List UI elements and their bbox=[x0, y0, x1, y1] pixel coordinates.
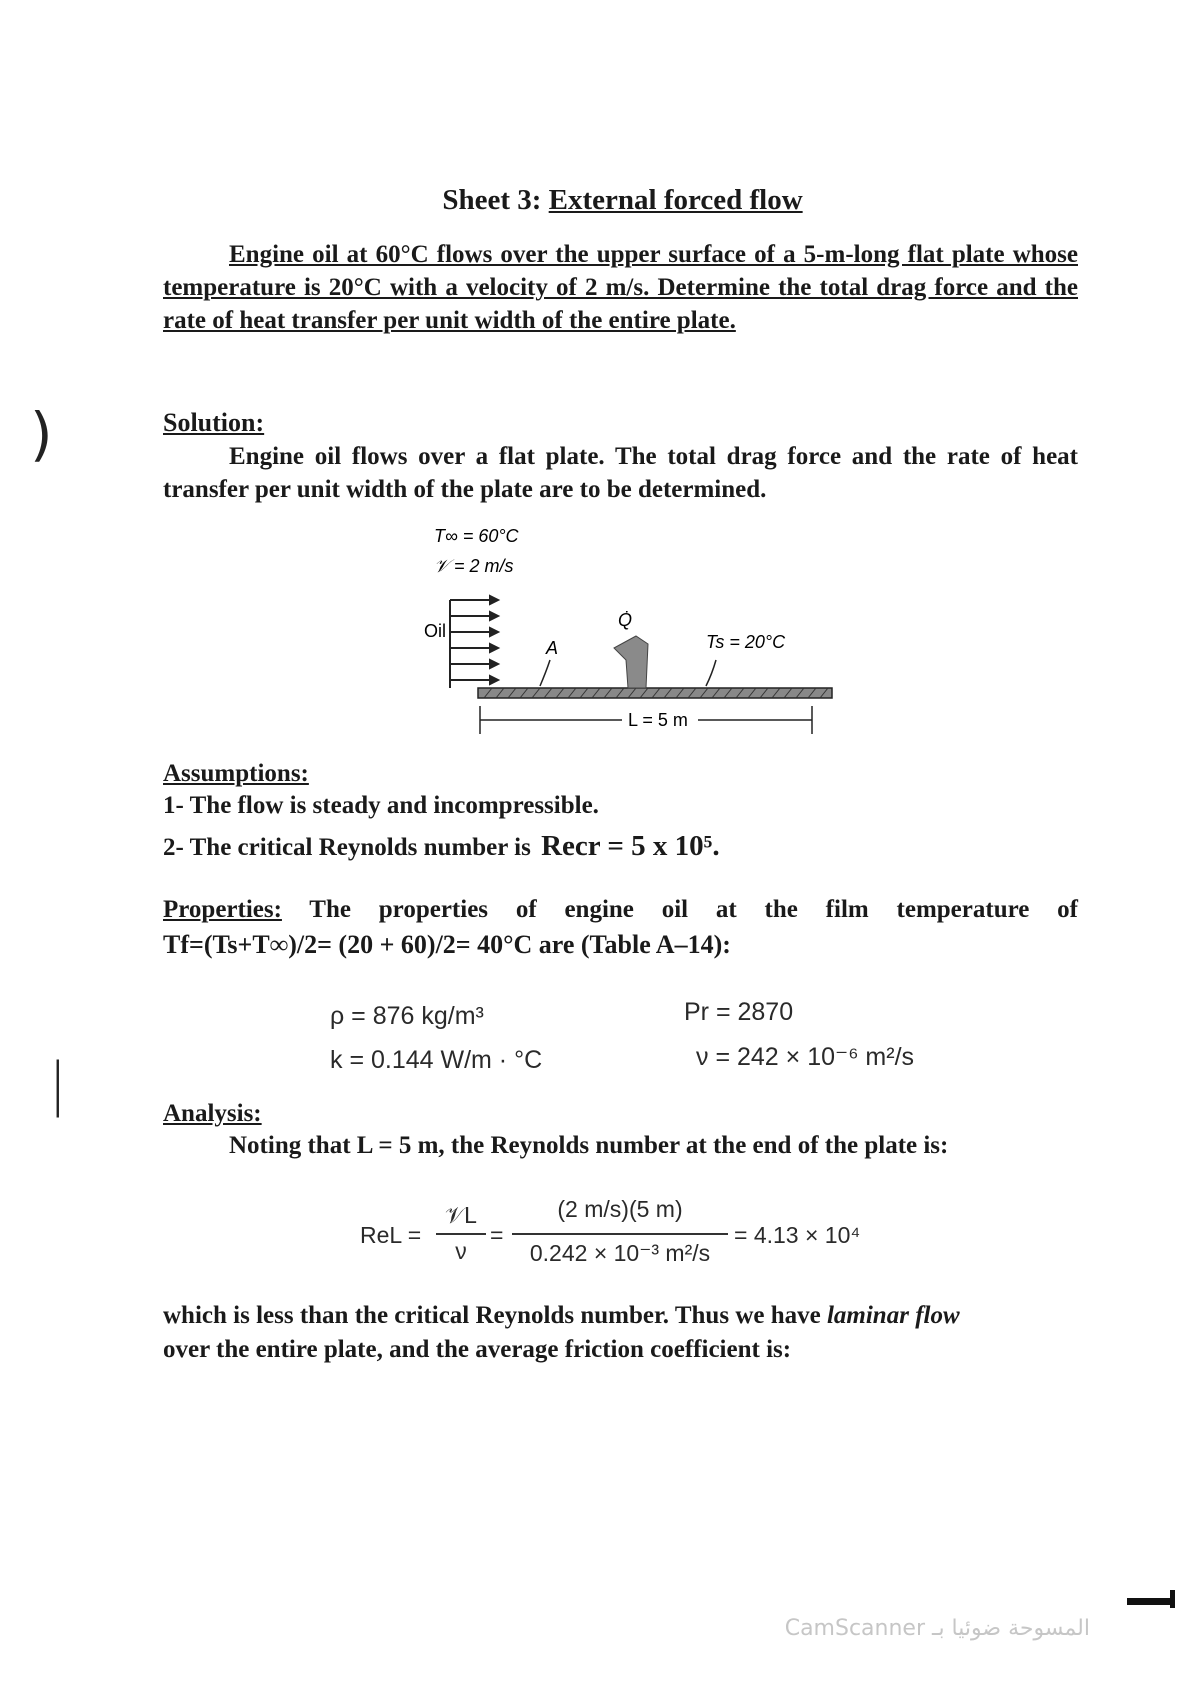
heat-arrow bbox=[614, 636, 648, 688]
fig-fluid-label: Oil bbox=[424, 621, 446, 641]
ts-pointer bbox=[706, 660, 716, 686]
analysis-text: Noting that L = 5 m, the Reynolds number at the end of the plate is: bbox=[229, 1132, 949, 1159]
camscanner-watermark: CamScanner المسوحة ضوئيا بـ bbox=[784, 1616, 1090, 1641]
analysis-heading: Analysis: bbox=[163, 1100, 262, 1127]
properties-label: Properties: bbox=[163, 896, 282, 923]
properties-line-2: Tf=(Ts+T∞)/2= (20 + 60)/2= 40°C are (Table A–14): bbox=[163, 930, 731, 959]
problem-statement: Engine oil at 60°C flows over the upper surface of a 5-m-long flat plate whose temperature is 20°C with a velocity of 2 m/s. Determine the total drag force and the rate of heat transfer per unit width of the entire plate. bbox=[163, 241, 1078, 334]
assumptions-heading: Assumptions: bbox=[163, 760, 309, 787]
frac1-bar bbox=[436, 1233, 486, 1235]
margin-bracket-top: ) bbox=[30, 400, 53, 468]
prop-density: ρ = 876 kg/m³ bbox=[330, 1002, 484, 1030]
reynolds-result: = 4.13 × 10⁴ bbox=[734, 1222, 861, 1248]
frac1-denominator: ν bbox=[455, 1238, 467, 1264]
critical-reynolds: Recr = 5 x 10⁵. bbox=[541, 830, 720, 862]
laminar-flow: laminar flow bbox=[826, 1302, 960, 1329]
margin-bracket-bottom: | bbox=[52, 1050, 63, 1118]
scan-edge-mark bbox=[1127, 1598, 1175, 1605]
title-prefix: Sheet 3: bbox=[442, 184, 549, 216]
solution-text: Engine oil flows over a flat plate. The total drag force and the rate of heat transfer per unit width of the plate are to be determined. bbox=[163, 443, 1078, 503]
assumption-1: 1- The flow is steady and incompressible. bbox=[163, 792, 599, 819]
conclusion-line-1 bbox=[163, 1302, 1093, 1330]
frac2-numerator: (2 m/s)(5 m) bbox=[557, 1196, 683, 1222]
prop-conductivity: k = 0.144 W/m · °C bbox=[330, 1046, 543, 1074]
assumption-2-text: 2- The critical Reynolds number is bbox=[163, 834, 531, 861]
assumption-2 bbox=[163, 830, 720, 863]
fig-t-inf: T∞ = 60°C bbox=[434, 526, 519, 546]
properties-text: The properties of engine oil at the film temperature of bbox=[309, 896, 1078, 923]
frac2-denominator: 0.242 × 10⁻³ m²/s bbox=[529, 1240, 711, 1266]
flow-arrows bbox=[450, 596, 498, 688]
fig-length-label: L = 5 m bbox=[628, 710, 688, 730]
title-main: External forced flow bbox=[548, 184, 803, 216]
reynolds-lhs: ReL = bbox=[360, 1222, 422, 1248]
equals-sign: = bbox=[490, 1222, 504, 1248]
flat-plate-diagram bbox=[400, 520, 860, 750]
scan-edge-mark-vertical bbox=[1170, 1590, 1175, 1608]
fig-heat-label: Q̇ bbox=[618, 610, 633, 630]
solution-heading: Solution: bbox=[163, 408, 265, 437]
fig-area-label: A bbox=[546, 638, 559, 658]
fig-ts-label: Ts = 20°C bbox=[706, 632, 786, 652]
frac1-numerator: 𝒱L bbox=[445, 1202, 477, 1228]
prop-viscosity: ν = 242 × 10⁻⁶ m²/s bbox=[696, 1043, 915, 1071]
page-title bbox=[0, 184, 1200, 217]
properties-line-1 bbox=[163, 896, 1078, 924]
prop-prandtl: Pr = 2870 bbox=[684, 998, 794, 1026]
conclusion-line-2: over the entire plate, and the average friction coefficient is: bbox=[163, 1336, 792, 1363]
conclusion-a: which is less than the critical Reynolds number. Thus we have bbox=[163, 1302, 821, 1329]
area-pointer bbox=[540, 660, 550, 686]
frac2-bar bbox=[512, 1233, 728, 1235]
fig-velocity: 𝒱 = 2 m/s bbox=[434, 556, 514, 576]
